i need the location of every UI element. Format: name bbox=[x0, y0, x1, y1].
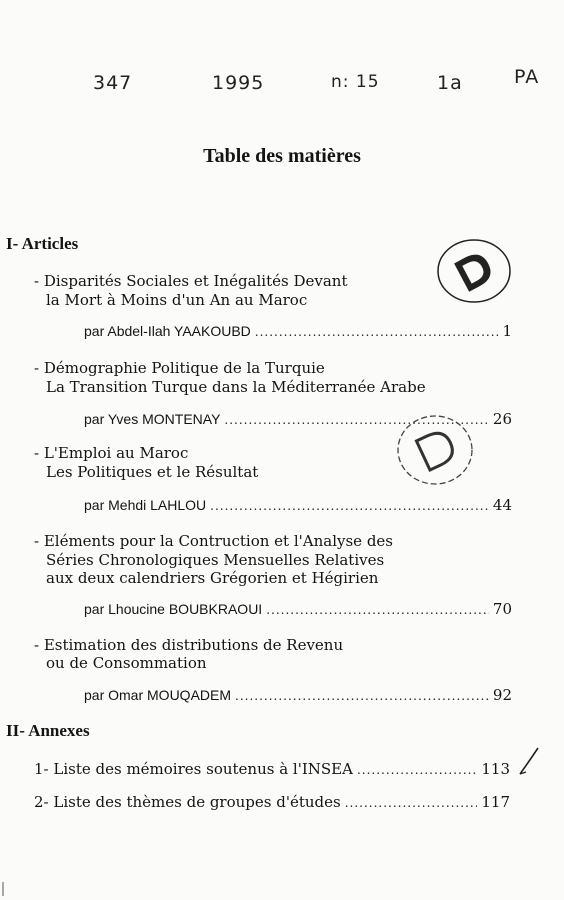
handwritten-number: n: 15 bbox=[331, 72, 380, 92]
library-stamp-icon bbox=[432, 235, 516, 307]
section-heading-articles: I- Articles bbox=[6, 234, 79, 253]
leader-dots bbox=[255, 325, 499, 339]
handwritten-check-icon bbox=[516, 746, 542, 778]
article-author: par Mehdi LAHLOU bbox=[84, 497, 207, 513]
page-number: 92 bbox=[492, 686, 512, 704]
page-number: 26 bbox=[492, 410, 512, 428]
page-number: 113 bbox=[481, 760, 510, 778]
article-title-line: Les Politiques et le Résultat bbox=[46, 463, 259, 481]
toc-entry-article-3[interactable] bbox=[84, 496, 512, 514]
handwritten-year: 1995 bbox=[212, 72, 265, 94]
article-title-line: - Estimation des distributions de Revenu bbox=[34, 636, 344, 654]
page-title: Table des matières bbox=[203, 145, 361, 167]
toc-entry-annex-1[interactable] bbox=[34, 760, 510, 778]
toc-entry-article-4[interactable] bbox=[84, 600, 512, 618]
article-author: par Abdel-Ilah YAAKOUBD bbox=[84, 323, 251, 339]
leader-dots bbox=[210, 499, 489, 513]
page-number: 1 bbox=[502, 322, 512, 340]
page-number: 44 bbox=[492, 496, 512, 514]
margin-mark-icon bbox=[0, 880, 8, 900]
article-title-line: Séries Chronologiques Mensuelles Relatives bbox=[46, 551, 385, 569]
annex-label: 1- Liste des mémoires soutenus à l'INSEA bbox=[34, 760, 353, 778]
leader-dots bbox=[266, 603, 489, 617]
leader-dots bbox=[235, 689, 489, 703]
article-title-line: - L'Emploi au Maroc bbox=[34, 444, 189, 462]
article-author: par Yves MONTENAY bbox=[84, 411, 221, 427]
leader-dots bbox=[345, 796, 478, 810]
annex-label: 2- Liste des thèmes de groupes d'études bbox=[34, 793, 341, 811]
handwritten-note: 1a bbox=[437, 72, 463, 94]
handwritten-code: 347 bbox=[93, 72, 133, 94]
article-title-line: - Disparités Sociales et Inégalités Devant bbox=[34, 272, 348, 290]
article-title-line: - Eléments pour la Contruction et l'Analyse des bbox=[34, 532, 393, 550]
toc-entry-article-1[interactable] bbox=[84, 322, 512, 340]
handwritten-initials: PA bbox=[514, 66, 540, 88]
article-title-line: aux deux calendriers Grégorien et Hégirien bbox=[46, 569, 379, 587]
faded-library-stamp-icon bbox=[392, 410, 478, 490]
article-title-line: La Transition Turque dans la Méditerranée Arabe bbox=[46, 378, 426, 396]
toc-entry-article-5[interactable] bbox=[84, 686, 512, 704]
leader-dots bbox=[357, 763, 477, 777]
article-title-line: la Mort à Moins d'un An au Maroc bbox=[46, 291, 308, 309]
article-title-line: ou de Consommation bbox=[46, 654, 207, 672]
article-author: par Omar MOUQADEM bbox=[84, 687, 232, 703]
section-heading-annexes: II- Annexes bbox=[6, 721, 90, 740]
article-author: par Lhoucine BOUBKRAOUI bbox=[84, 601, 263, 617]
page-number: 70 bbox=[492, 600, 512, 618]
toc-entry-annex-2[interactable] bbox=[34, 793, 510, 811]
page-number: 117 bbox=[481, 793, 510, 811]
article-title-line: - Démographie Politique de la Turquie bbox=[34, 359, 325, 377]
